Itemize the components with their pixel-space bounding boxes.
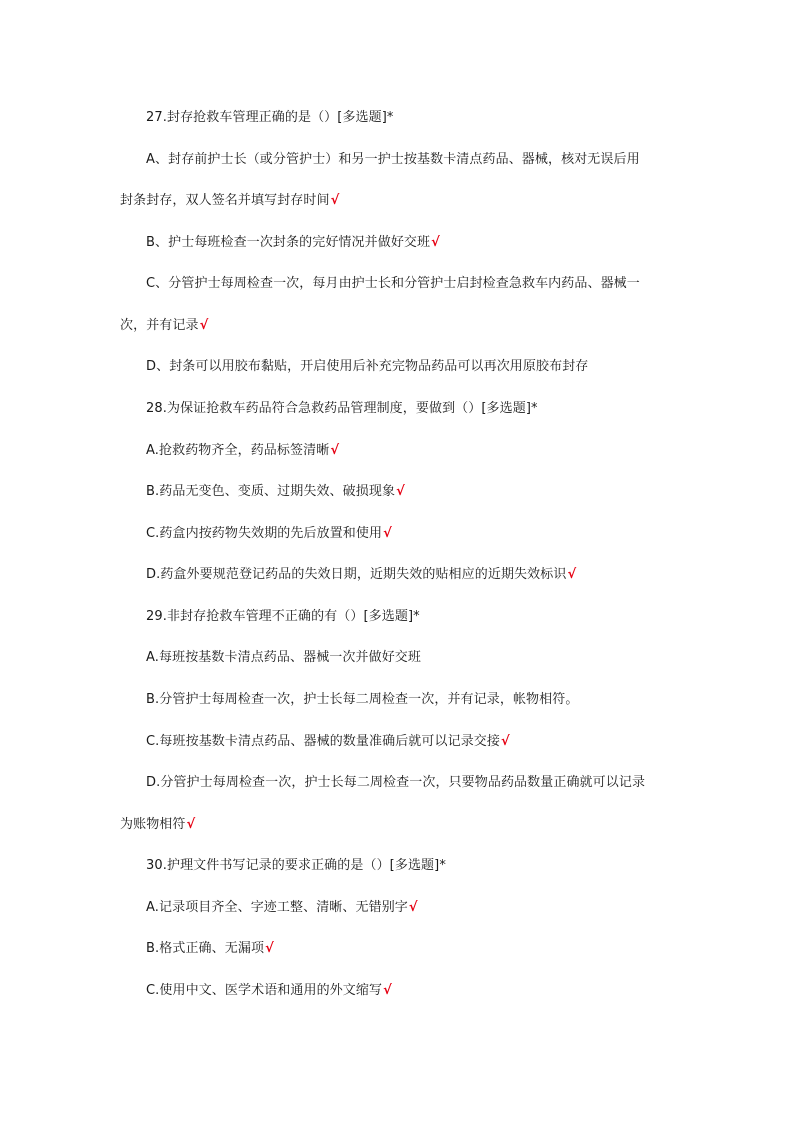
question-29-option-b: B.分管护士每周检查一次，护士长每二周检查一次，并有记录，帐物相符。 [146,692,579,707]
question-28-option-d [146,565,576,585]
check-mark-icon: √ [567,567,577,582]
question-27-option-a-line-2 [120,191,339,211]
question-28-option-b [146,482,405,502]
check-mark-icon: √ [186,817,196,832]
question-29-option-d-line-1: D.分管护士每周检查一次，护士长每二周检查一次，只要物品药品数量正确就可以记录 [146,775,646,790]
question-28-option-a [146,441,339,461]
option-text: A.记录项目齐全、字迹工整、清晰、无错别字 [146,900,408,915]
check-mark-icon: √ [408,900,418,915]
option-text: B.药品无变色、变质、过期失效、破损现象 [146,484,396,499]
check-mark-icon: √ [383,526,392,541]
check-mark-icon: √ [501,734,510,749]
question-28-title: 28.为保证抢救车药品符合急救药品管理制度，要做到（）[多选题]* [146,401,538,416]
question-27-option-c-line-2 [120,316,208,336]
check-mark-icon: √ [431,235,440,250]
question-29-title: 29.非封存抢救车管理不正确的有（）[多选题]* [146,609,420,624]
check-mark-icon: √ [330,443,340,458]
check-mark-icon: √ [265,941,274,956]
check-mark-icon: √ [396,484,405,499]
question-27-option-c-line-1: C、分管护士每周检查一次，每月由护士长和分管护士启封检查急救车内药品、器械一 [146,276,640,291]
option-text: D.药盒外要规范登记药品的失效日期，近期失效的贴相应的近期失效标识 [146,567,567,582]
check-mark-icon: √ [383,983,392,998]
question-29-option-c [146,732,510,752]
option-text: A.抢救药物齐全，药品标签清晰 [146,443,330,458]
question-30-option-c [146,981,392,1001]
question-29-option-d-line-2 [120,815,195,835]
option-text: 次，并有记录 [120,318,199,333]
question-28-option-c [146,524,392,544]
option-text: 为账物相符 [120,817,186,832]
check-mark-icon: √ [199,318,209,333]
question-30-title: 30.护理文件书写记录的要求正确的是（）[多选题]* [146,858,446,873]
question-30-option-b [146,939,274,959]
question-27-option-a-line-1: A、封存前护士长（或分管护士）和另一护士按基数卡清点药品、器械，核对无误后用 [146,152,640,167]
option-text: C.使用中文、医学术语和通用的外文缩写 [146,983,383,998]
question-27-option-d: D、封条可以用胶布黏贴，开启使用后补充完物品药品可以再次用原胶布封存 [146,359,589,374]
option-text: B.格式正确、无漏项 [146,941,265,956]
option-text: 封条封存，双人签名并填写封存时间 [120,193,330,208]
check-mark-icon: √ [330,193,340,208]
option-text: C.药盒内按药物失效期的先后放置和使用 [146,526,383,541]
option-text: C.每班按基数卡清点药品、器械的数量准确后就可以记录交接 [146,734,501,749]
question-30-option-a [146,898,418,918]
question-27-title: 27.封存抢救车管理正确的是（）[多选题]* [146,110,394,125]
question-27-option-b [146,233,440,253]
question-29-option-a: A.每班按基数卡清点药品、器械一次并做好交班 [146,650,421,665]
option-text: B、护士每班检查一次封条的完好情况并做好交班 [146,235,431,250]
